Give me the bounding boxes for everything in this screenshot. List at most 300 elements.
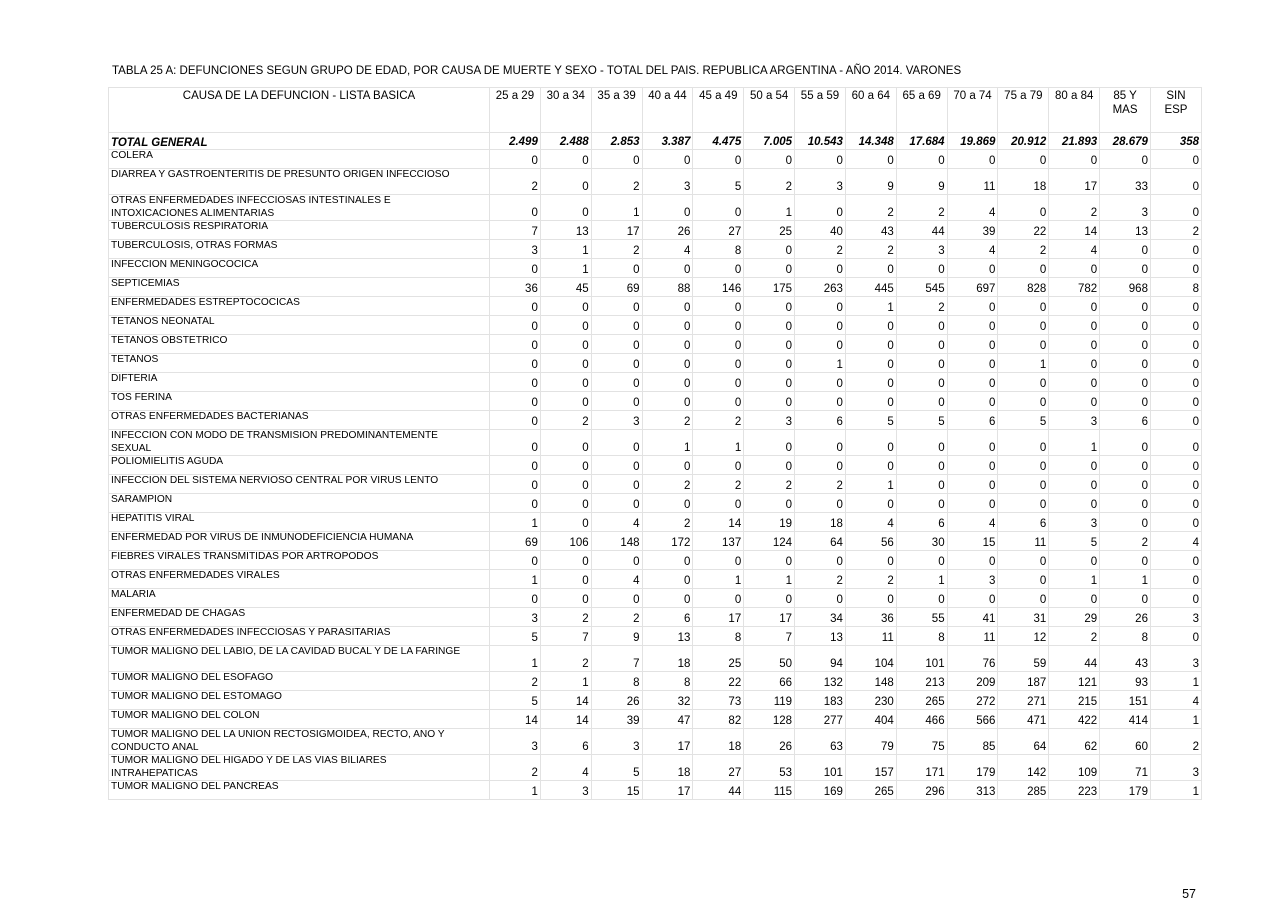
- value-cell: 0: [540, 169, 591, 195]
- value-cell: 0: [490, 551, 541, 570]
- value-cell: 0: [1049, 297, 1100, 316]
- value-cell: 3.387: [642, 133, 693, 150]
- value-cell: 2: [795, 570, 846, 589]
- value-cell: 0: [693, 150, 744, 169]
- value-cell: 0: [642, 456, 693, 475]
- cause-label: FIEBRES VIRALES TRANSMITIDAS POR ARTROPODOS: [111, 551, 379, 562]
- value-cell: 0: [1049, 551, 1100, 570]
- value-cell: 56: [845, 532, 896, 551]
- table-row: [109, 691, 1202, 710]
- value-cell: 28.679: [1100, 133, 1151, 150]
- value-cell: 14: [490, 710, 541, 729]
- value-cell: 0: [642, 589, 693, 608]
- value-cell: 17.684: [896, 133, 947, 150]
- value-cell: 0: [947, 335, 998, 354]
- value-cell: 0: [693, 297, 744, 316]
- table-row: [109, 532, 1202, 551]
- value-cell: 0: [947, 354, 998, 373]
- value-cell: 0: [693, 494, 744, 513]
- value-cell: 93: [1100, 672, 1151, 691]
- value-cell: 0: [1100, 354, 1151, 373]
- value-cell: 172: [642, 532, 693, 551]
- value-cell: 0: [1100, 297, 1151, 316]
- value-cell: 0: [998, 150, 1049, 169]
- value-cell: 0: [1049, 316, 1100, 335]
- value-cell: 1: [490, 570, 541, 589]
- cause-label: TETANOS: [111, 354, 159, 365]
- value-cell: 0: [591, 456, 642, 475]
- value-cell: 0: [947, 392, 998, 411]
- value-cell: 0: [591, 589, 642, 608]
- value-cell: 0: [845, 551, 896, 570]
- value-cell: 1: [1049, 430, 1100, 456]
- value-cell: 1: [540, 240, 591, 259]
- value-cell: 25: [744, 221, 795, 240]
- cause-cell: [109, 513, 490, 532]
- value-cell: 0: [947, 297, 998, 316]
- value-cell: 13: [642, 627, 693, 646]
- cause-cell: [109, 221, 490, 240]
- value-cell: 0: [490, 373, 541, 392]
- table-row: [109, 411, 1202, 430]
- cause-cell: [109, 392, 490, 411]
- value-cell: 14: [693, 513, 744, 532]
- value-cell: 0: [490, 430, 541, 456]
- table-row: [109, 672, 1202, 691]
- cause-cell: [109, 278, 490, 297]
- value-cell: 2: [540, 608, 591, 627]
- value-cell: 1: [490, 781, 541, 800]
- cause-label: CONDUCTO ANAL: [111, 741, 199, 753]
- value-cell: 0: [998, 259, 1049, 278]
- value-cell: 2: [693, 475, 744, 494]
- value-cell: 0: [591, 316, 642, 335]
- value-cell: 17: [1049, 169, 1100, 195]
- value-cell: 187: [998, 672, 1049, 691]
- value-cell: 0: [540, 513, 591, 532]
- value-cell: 0: [540, 316, 591, 335]
- value-cell: 2: [490, 672, 541, 691]
- value-cell: 71: [1100, 755, 1151, 781]
- value-cell: 4: [540, 755, 591, 781]
- value-cell: 0: [1150, 430, 1201, 456]
- value-cell: 0: [540, 589, 591, 608]
- cause-label: MALARIA: [111, 589, 156, 600]
- cause-label: INTRAHEPATICAS: [111, 767, 198, 779]
- value-cell: 0: [845, 430, 896, 456]
- table-row: [109, 150, 1202, 169]
- value-cell: 0: [998, 475, 1049, 494]
- cause-label: TUMOR MALIGNO DEL HIGADO Y DE LAS VIAS BILIARES: [111, 755, 387, 766]
- table-row: [109, 729, 1202, 755]
- value-cell: 0: [1049, 456, 1100, 475]
- value-cell: 0: [540, 392, 591, 411]
- value-cell: 0: [1150, 589, 1201, 608]
- value-cell: 31: [998, 608, 1049, 627]
- value-cell: 0: [490, 392, 541, 411]
- table-row: [109, 646, 1202, 672]
- value-cell: 1: [1150, 781, 1201, 800]
- table-row: [109, 551, 1202, 570]
- value-cell: 2: [642, 513, 693, 532]
- value-cell: 7: [490, 221, 541, 240]
- value-cell: 2: [642, 411, 693, 430]
- value-cell: 66: [744, 672, 795, 691]
- table-row: [109, 570, 1202, 589]
- value-cell: 0: [744, 297, 795, 316]
- age-column-header: [744, 88, 795, 133]
- value-cell: 0: [845, 373, 896, 392]
- value-cell: 3: [1049, 513, 1100, 532]
- value-cell: 4: [845, 513, 896, 532]
- value-cell: 22: [998, 221, 1049, 240]
- value-cell: 0: [947, 589, 998, 608]
- value-cell: 285: [998, 781, 1049, 800]
- value-cell: 21.893: [1049, 133, 1100, 150]
- value-cell: 4: [947, 240, 998, 259]
- value-cell: 828: [998, 278, 1049, 297]
- value-cell: 0: [1100, 430, 1151, 456]
- table-row: [109, 316, 1202, 335]
- value-cell: 0: [490, 456, 541, 475]
- value-cell: 179: [1100, 781, 1151, 800]
- table-row: [109, 240, 1202, 259]
- value-cell: 151: [1100, 691, 1151, 710]
- value-cell: 271: [998, 691, 1049, 710]
- age-column-header-line: 25 a 29: [495, 90, 535, 102]
- value-cell: 79: [845, 729, 896, 755]
- value-cell: 26: [1100, 608, 1151, 627]
- value-cell: 43: [845, 221, 896, 240]
- value-cell: 34: [795, 608, 846, 627]
- value-cell: 85: [947, 729, 998, 755]
- value-cell: 0: [693, 392, 744, 411]
- value-cell: 94: [795, 646, 846, 672]
- value-cell: 0: [1049, 335, 1100, 354]
- value-cell: 101: [795, 755, 846, 781]
- value-cell: 3: [896, 240, 947, 259]
- value-cell: 3: [490, 608, 541, 627]
- value-cell: 19: [744, 513, 795, 532]
- cause-cell: [109, 672, 490, 691]
- value-cell: 17: [744, 608, 795, 627]
- table-row: [109, 494, 1202, 513]
- value-cell: 1: [591, 195, 642, 221]
- value-cell: 0: [744, 354, 795, 373]
- value-cell: 0: [744, 551, 795, 570]
- value-cell: 2: [845, 195, 896, 221]
- table-title: TABLA 25 A: DEFUNCIONES SEGUN GRUPO DE EDAD, POR CAUSA DE MUERTE Y SEXO - TOTAL DEL PAIS. REPUBLICA ARGENTINA - AÑO 2014. VARONES: [112, 65, 962, 77]
- value-cell: 132: [795, 672, 846, 691]
- value-cell: 0: [1049, 354, 1100, 373]
- age-column-header-line: 80 a 84: [1055, 90, 1094, 102]
- value-cell: 0: [1049, 392, 1100, 411]
- cause-cell: [109, 589, 490, 608]
- value-cell: 0: [642, 392, 693, 411]
- value-cell: 0: [1150, 150, 1201, 169]
- cause-label: TOTAL GENERAL: [111, 136, 208, 149]
- value-cell: 0: [998, 392, 1049, 411]
- value-cell: 13: [795, 627, 846, 646]
- value-cell: 0: [1150, 551, 1201, 570]
- value-cell: 7: [540, 627, 591, 646]
- value-cell: 1: [490, 513, 541, 532]
- value-cell: 0: [642, 259, 693, 278]
- value-cell: 0: [591, 475, 642, 494]
- value-cell: 0: [540, 354, 591, 373]
- value-cell: 0: [642, 150, 693, 169]
- value-cell: 0: [591, 494, 642, 513]
- table-row: [109, 755, 1202, 781]
- age-column-header-line: SIN: [1166, 90, 1186, 102]
- value-cell: 64: [795, 532, 846, 551]
- value-cell: 0: [998, 551, 1049, 570]
- value-cell: 60: [1100, 729, 1151, 755]
- value-cell: 3: [642, 169, 693, 195]
- value-cell: 0: [642, 551, 693, 570]
- value-cell: 2: [795, 240, 846, 259]
- value-cell: 0: [1049, 494, 1100, 513]
- value-cell: 2.499: [490, 133, 541, 150]
- value-cell: 171: [896, 755, 947, 781]
- value-cell: 0: [693, 589, 744, 608]
- value-cell: 3: [1150, 608, 1201, 627]
- value-cell: 4: [947, 195, 998, 221]
- value-cell: 137: [693, 532, 744, 551]
- value-cell: 0: [540, 297, 591, 316]
- table-row: [109, 710, 1202, 729]
- cause-cell: [109, 710, 490, 729]
- value-cell: 0: [795, 150, 846, 169]
- age-column-header: [896, 88, 947, 133]
- value-cell: 0: [744, 316, 795, 335]
- value-cell: 0: [795, 494, 846, 513]
- value-cell: 8: [1100, 627, 1151, 646]
- value-cell: 7: [591, 646, 642, 672]
- value-cell: 265: [845, 781, 896, 800]
- value-cell: 230: [845, 691, 896, 710]
- value-cell: 6: [1100, 411, 1151, 430]
- value-cell: 40: [795, 221, 846, 240]
- value-cell: 277: [795, 710, 846, 729]
- value-cell: 26: [591, 691, 642, 710]
- table-row: [109, 278, 1202, 297]
- value-cell: 0: [1150, 456, 1201, 475]
- value-cell: 0: [693, 354, 744, 373]
- value-cell: 0: [1100, 259, 1151, 278]
- value-cell: 0: [1100, 589, 1151, 608]
- value-cell: 2: [845, 240, 896, 259]
- value-cell: 6: [896, 513, 947, 532]
- value-cell: 18: [998, 169, 1049, 195]
- table-row: [109, 259, 1202, 278]
- value-cell: 0: [744, 589, 795, 608]
- value-cell: 64: [998, 729, 1049, 755]
- value-cell: 109: [1049, 755, 1100, 781]
- value-cell: 0: [693, 259, 744, 278]
- value-cell: 2: [795, 475, 846, 494]
- value-cell: 0: [744, 456, 795, 475]
- value-cell: 1: [693, 570, 744, 589]
- cause-label: ENFERMEDADES ESTREPTOCOCICAS: [111, 297, 300, 308]
- value-cell: 0: [540, 430, 591, 456]
- value-cell: 1: [795, 354, 846, 373]
- value-cell: 0: [540, 373, 591, 392]
- value-cell: 0: [1150, 297, 1201, 316]
- value-cell: 8: [693, 240, 744, 259]
- mortality-table: [108, 87, 1202, 800]
- cause-cell: [109, 781, 490, 800]
- value-cell: 0: [1150, 169, 1201, 195]
- value-cell: 0: [1150, 494, 1201, 513]
- value-cell: 471: [998, 710, 1049, 729]
- value-cell: 0: [490, 259, 541, 278]
- value-cell: 157: [845, 755, 896, 781]
- cause-label: TUMOR MALIGNO DEL LA UNION RECTOSIGMOIDEA, RECTO, ANO Y: [111, 729, 445, 740]
- value-cell: 0: [1150, 259, 1201, 278]
- value-cell: 44: [1049, 646, 1100, 672]
- value-cell: 0: [795, 316, 846, 335]
- cause-label: OTRAS ENFERMEDADES INFECCIOSAS Y PARASITARIAS: [111, 627, 391, 638]
- value-cell: 73: [693, 691, 744, 710]
- value-cell: 3: [490, 240, 541, 259]
- value-cell: 0: [896, 150, 947, 169]
- table-row: [109, 354, 1202, 373]
- table-row: [109, 392, 1202, 411]
- value-cell: 0: [540, 456, 591, 475]
- value-cell: 0: [1150, 240, 1201, 259]
- age-column-header-line: 60 a 64: [851, 90, 891, 102]
- value-cell: 8: [896, 627, 947, 646]
- value-cell: 27: [693, 755, 744, 781]
- value-cell: 0: [896, 589, 947, 608]
- value-cell: 3: [1150, 755, 1201, 781]
- value-cell: 0: [795, 297, 846, 316]
- value-cell: 115: [744, 781, 795, 800]
- value-cell: 4: [1049, 240, 1100, 259]
- value-cell: 0: [642, 570, 693, 589]
- value-cell: 223: [1049, 781, 1100, 800]
- value-cell: 3: [540, 781, 591, 800]
- value-cell: 566: [947, 710, 998, 729]
- cause-label: OTRAS ENFERMEDADES VIRALES: [111, 570, 280, 581]
- age-column-header-line: 85 Y: [1113, 90, 1137, 102]
- value-cell: 466: [896, 710, 947, 729]
- cause-cell: [109, 627, 490, 646]
- value-cell: 25: [693, 646, 744, 672]
- value-cell: 0: [998, 316, 1049, 335]
- value-cell: 0: [795, 392, 846, 411]
- value-cell: 0: [795, 551, 846, 570]
- value-cell: 0: [1049, 589, 1100, 608]
- table-row: [109, 475, 1202, 494]
- value-cell: 0: [1150, 627, 1201, 646]
- value-cell: 0: [795, 373, 846, 392]
- value-cell: 0: [490, 316, 541, 335]
- value-cell: 0: [998, 589, 1049, 608]
- value-cell: 0: [845, 354, 896, 373]
- value-cell: 15: [591, 781, 642, 800]
- value-cell: 0: [490, 494, 541, 513]
- value-cell: 1: [642, 430, 693, 456]
- value-cell: 8: [642, 672, 693, 691]
- cause-cell: [109, 133, 490, 150]
- value-cell: 2: [845, 570, 896, 589]
- value-cell: 0: [490, 411, 541, 430]
- value-cell: 124: [744, 532, 795, 551]
- cause-label: TETANOS OBSTETRICO: [111, 335, 228, 346]
- cause-cell: [109, 297, 490, 316]
- value-cell: 0: [490, 335, 541, 354]
- value-cell: 17: [642, 781, 693, 800]
- value-cell: 3: [1049, 411, 1100, 430]
- value-cell: 782: [1049, 278, 1100, 297]
- value-cell: 4: [1150, 532, 1201, 551]
- value-cell: 0: [540, 551, 591, 570]
- value-cell: 265: [896, 691, 947, 710]
- value-cell: 17: [693, 608, 744, 627]
- value-cell: 2: [591, 169, 642, 195]
- value-cell: 272: [947, 691, 998, 710]
- value-cell: 0: [490, 150, 541, 169]
- value-cell: 9: [591, 627, 642, 646]
- cause-label: TUMOR MALIGNO DEL COLON: [111, 710, 260, 721]
- cause-cell: [109, 551, 490, 570]
- value-cell: 0: [490, 354, 541, 373]
- value-cell: 1: [1150, 672, 1201, 691]
- value-cell: 19.869: [947, 133, 998, 150]
- value-cell: 0: [744, 150, 795, 169]
- value-cell: 0: [998, 373, 1049, 392]
- value-cell: 0: [795, 589, 846, 608]
- value-cell: 0: [998, 335, 1049, 354]
- value-cell: 50: [744, 646, 795, 672]
- value-cell: 55: [896, 608, 947, 627]
- cause-cell: [109, 373, 490, 392]
- value-cell: 0: [744, 259, 795, 278]
- value-cell: 10.543: [795, 133, 846, 150]
- age-column-header: [1100, 88, 1151, 133]
- value-cell: 0: [896, 335, 947, 354]
- value-cell: 0: [896, 494, 947, 513]
- cause-cell: [109, 259, 490, 278]
- table-row: [109, 169, 1202, 195]
- value-cell: 44: [693, 781, 744, 800]
- cause-label: INFECCION MENINGOCOCICA: [111, 259, 259, 270]
- value-cell: 2: [1150, 729, 1201, 755]
- cause-cell: [109, 169, 490, 195]
- value-cell: 0: [1150, 354, 1201, 373]
- value-cell: 0: [642, 494, 693, 513]
- value-cell: 1: [693, 430, 744, 456]
- age-column-header: [845, 88, 896, 133]
- value-cell: 59: [998, 646, 1049, 672]
- value-cell: 0: [1100, 150, 1151, 169]
- cause-cell: [109, 354, 490, 373]
- cause-cell: [109, 411, 490, 430]
- value-cell: 0: [896, 316, 947, 335]
- value-cell: 0: [998, 570, 1049, 589]
- cause-label: COLERA: [111, 150, 153, 161]
- value-cell: 3: [947, 570, 998, 589]
- value-cell: 445: [845, 278, 896, 297]
- value-cell: 0: [795, 259, 846, 278]
- cause-cell: [109, 195, 490, 221]
- cause-label: TUBERCULOSIS, OTRAS FORMAS: [111, 240, 278, 251]
- value-cell: 11: [947, 169, 998, 195]
- value-cell: 0: [947, 494, 998, 513]
- value-cell: 0: [540, 475, 591, 494]
